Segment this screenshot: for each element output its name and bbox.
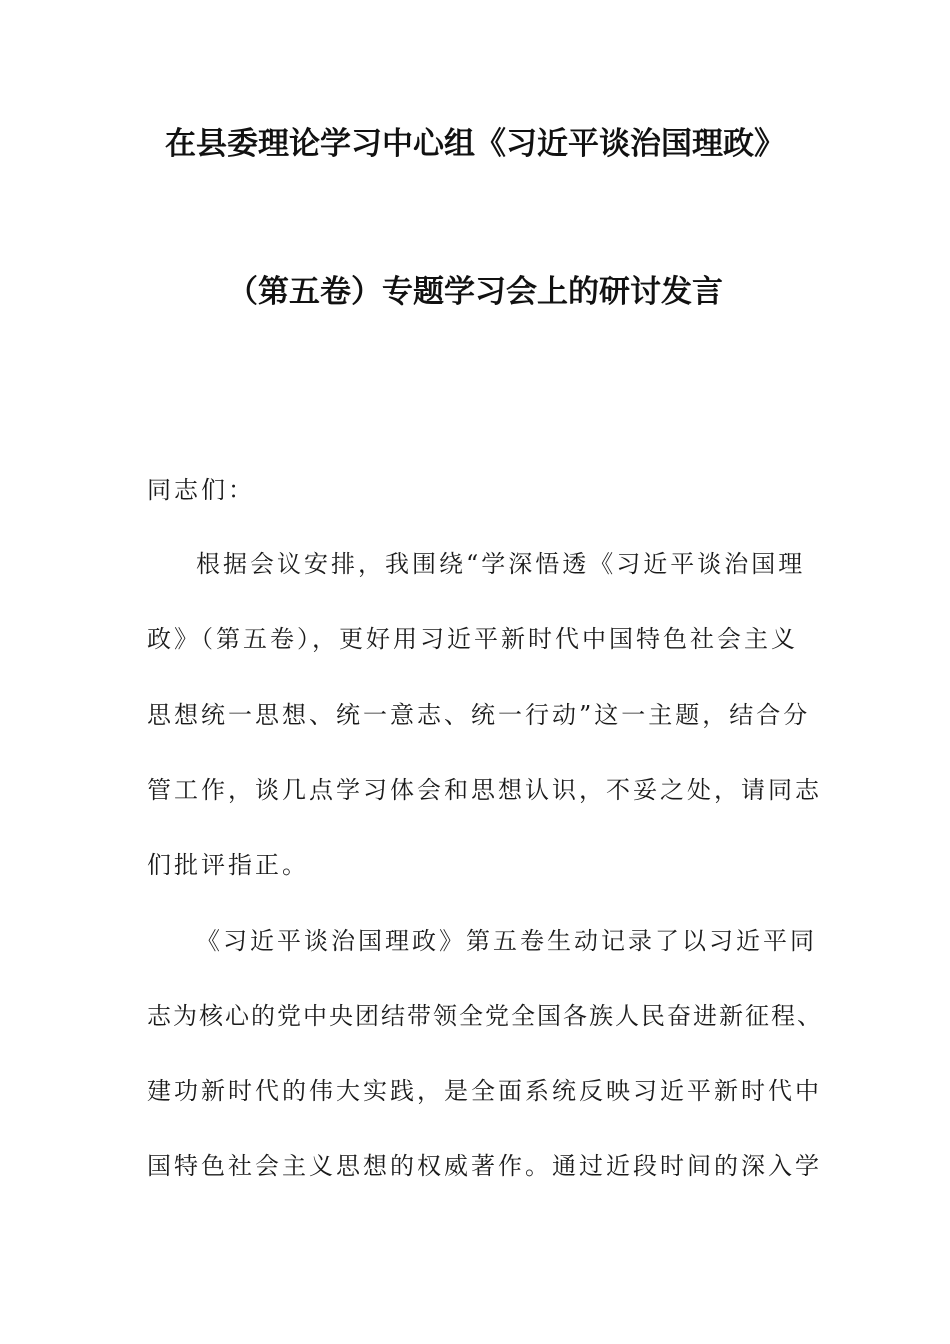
paragraph-1-line-3: 思想统一思想、统一意志、统一行动”这一主题，结合分 — [147, 701, 811, 729]
paragraph-2-line-3: 建功新时代的伟大实践，是全面系统反映习近平新时代中 — [147, 1077, 822, 1105]
paragraph-1-line-5: 们批评指正。 — [147, 851, 309, 879]
document-title-line-2: （第五卷）专题学习会上的研讨发言 — [227, 274, 723, 310]
paragraph-2-line-4: 国特色社会主义思想的权威著作。通过近段时间的深入学 — [147, 1152, 822, 1180]
paragraph-1-line-4: 管工作，谈几点学习体会和思想认识，不妥之处，请同志 — [147, 776, 822, 804]
paragraph-2-line-2: 志为核心的党中央团结带领全党全国各族人民奋进新征程、 — [147, 1002, 823, 1030]
salutation: 同志们： — [147, 476, 255, 504]
paragraph-1-line-1: 根据会议安排，我围绕“学深悟透《习近平谈治国理 — [196, 550, 806, 578]
document-title-line-1: 在县委理论学习中心组《习近平谈治国理政》 — [165, 126, 785, 162]
paragraph-1-line-2: 政》（第五卷），更好用习近平新时代中国特色社会主义 — [147, 625, 798, 653]
paragraph-2-line-1: 《习近平谈治国理政》第五卷生动记录了以习近平同 — [196, 927, 817, 955]
